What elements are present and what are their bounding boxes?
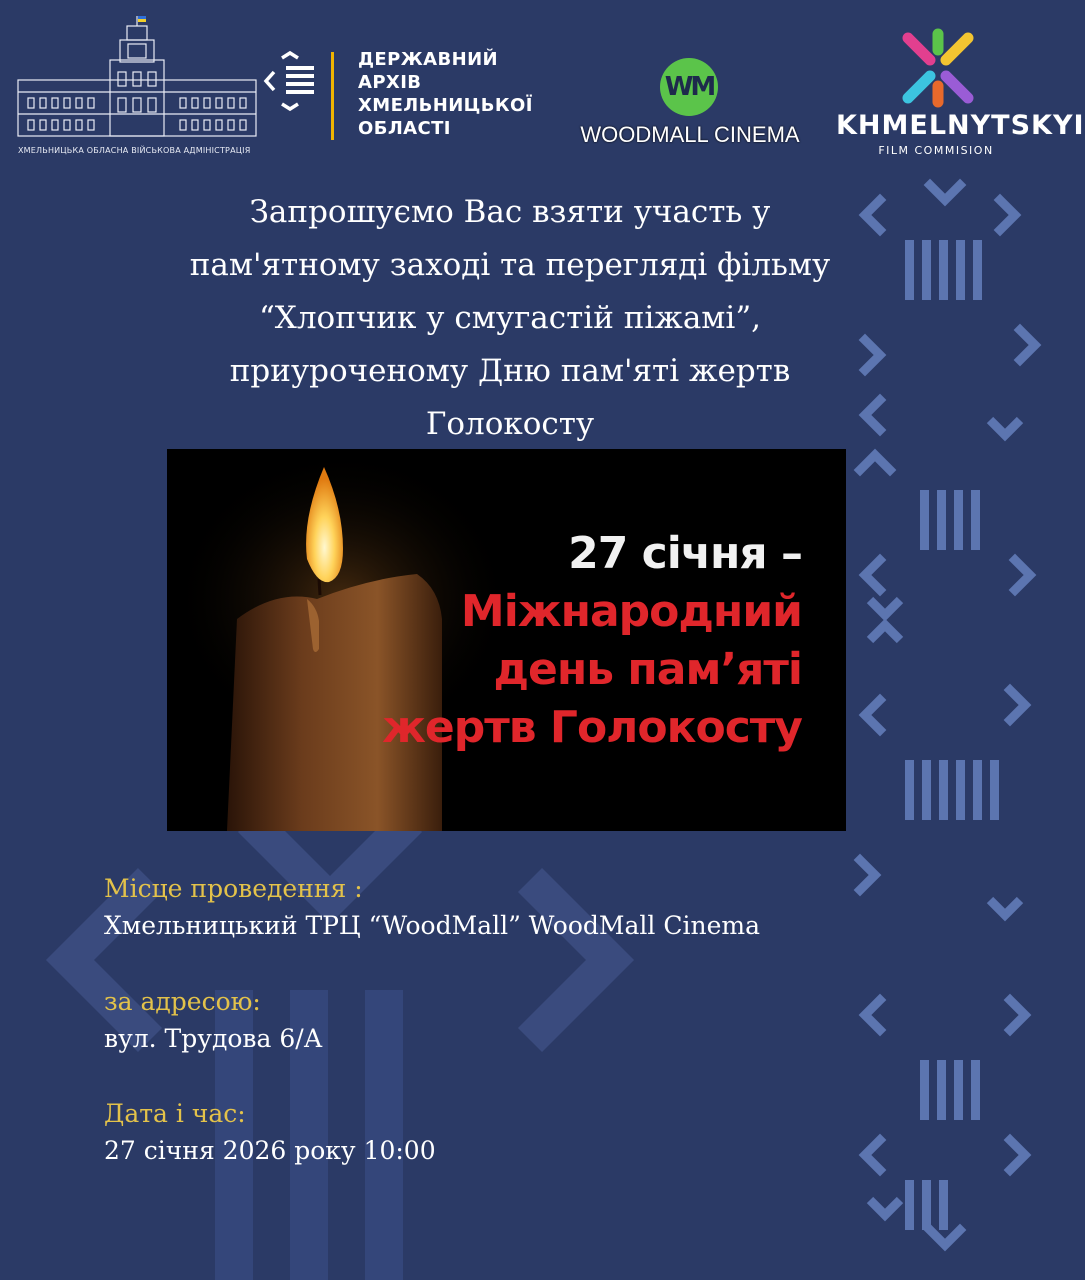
archive-line-4: ОБЛАСТІ: [358, 118, 451, 139]
invitation-text: [120, 186, 900, 451]
invitation-line-5: Голокосту: [425, 406, 595, 442]
archive-line-2: АРХІВ: [358, 72, 422, 93]
invitation-line-2: пам'ятному заході та перегляді фільму: [189, 247, 831, 283]
archive-name: [358, 48, 558, 140]
datetime-block: [104, 1095, 436, 1169]
address-label: за адресою:: [104, 987, 261, 1016]
header-logos: [0, 0, 1085, 170]
woodmall-label: WOODMALL CINEMA: [580, 122, 800, 147]
address-value: вул. Трудова 6/А: [104, 1024, 323, 1053]
woodmall-logo-text: WM: [664, 72, 714, 102]
film-commission-logo-icon: [896, 26, 980, 110]
venue-block: [104, 870, 760, 944]
film-commission-subtitle: FILM COMMISION: [878, 144, 994, 157]
regional-administration-logo: [14, 14, 260, 160]
woodmall-logo: [660, 58, 718, 116]
banner-text: [382, 525, 802, 757]
banner-line-2: Міжнародний: [460, 586, 802, 637]
banner-date: 27 січня –: [568, 528, 802, 579]
invitation-line-3: “Хлопчик у смугастій піжамі”,: [258, 300, 762, 336]
archive-line-3: ХМЕЛЬНИЦЬКОЇ: [358, 95, 533, 116]
datetime-value: 27 січня 2026 року 10:00: [104, 1136, 436, 1165]
datetime-label: Дата і час:: [104, 1099, 246, 1128]
archive-logo-icon: [262, 52, 318, 110]
banner-line-3: день пам’яті: [493, 644, 802, 695]
memorial-banner: [167, 449, 846, 831]
invitation-line-4: приуроченому Дню пам'яті жертв: [229, 353, 791, 389]
address-block: [104, 983, 323, 1057]
venue-value: Хмельницький ТРЦ “WoodMall” WoodMall Cinema: [104, 911, 760, 940]
admin-caption: ХМЕЛЬНИЦЬКА ОБЛАСНА ВІЙСЬКОВА АДМІНІСТРАЦІЯ: [18, 146, 251, 155]
archive-line-1: ДЕРЖАВНИЙ: [358, 49, 498, 70]
venue-label: Місце проведення :: [104, 874, 363, 903]
invitation-line-1: Запрошуємо Вас взяти участь у: [249, 194, 771, 230]
film-commission-title: KHMELNYTSKYI: [836, 110, 1085, 141]
banner-line-4: жертв Голокосту: [382, 702, 802, 753]
archive-accent-bar: [331, 52, 334, 140]
